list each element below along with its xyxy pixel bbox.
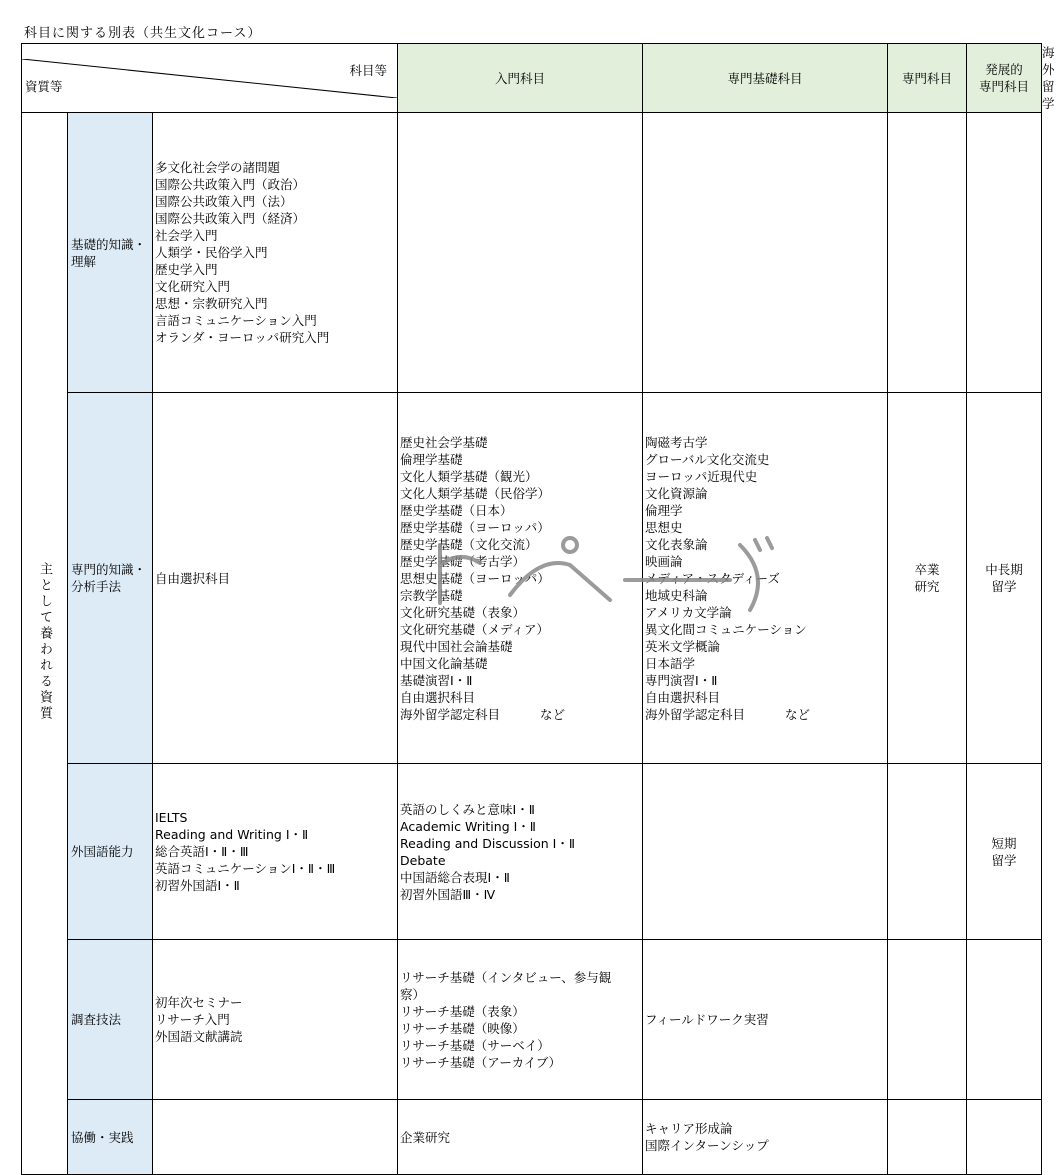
specialized-cell-item: 自由選択科目 — [645, 689, 721, 705]
table-row — [22, 393, 1042, 764]
basic-cell-item: Debate — [400, 852, 446, 868]
specialized-cell-item: 映画論 — [645, 553, 683, 569]
advanced-cell — [888, 940, 967, 1100]
basic-cell-item: 自由選択科目 — [400, 689, 476, 705]
intro-cell-item: 言語コミュニケーション入門 — [155, 313, 317, 328]
intro-cell-item: 自由選択科目 — [155, 570, 231, 586]
intro-cell-item: IELTS — [155, 810, 188, 825]
intro-cell — [153, 1100, 398, 1175]
specialized-cell-suffix: など — [785, 706, 811, 722]
basic-cell-item: 現代中国社会論基礎 — [400, 638, 513, 654]
basic-cell-item: 歴史学基礎（考古学） — [400, 553, 526, 569]
specialized-cell-item: フィールドワーク実習 — [645, 1012, 769, 1027]
basic-cell-item — [400, 706, 640, 723]
basic-cell-item: 企業研究 — [400, 1129, 451, 1145]
specialized-cell-item: グローバル文化交流史 — [645, 451, 770, 467]
specialized-cell — [643, 1100, 888, 1175]
basic-cell-item: 中国語総合表現Ⅰ・Ⅱ — [400, 869, 510, 885]
basic-cell-item: リサーチ基礎（インタビュー、参与観 — [400, 969, 612, 985]
specialized-cell-item: 日本語学 — [645, 655, 696, 671]
basic-cell-item-text: 海外留学認定科目 — [400, 706, 501, 722]
basic-cell-item: 倫理学基礎 — [400, 451, 463, 467]
specialized-cell-item: 英米文学概論 — [645, 638, 721, 654]
page-title: 科目に関する別表（共生文化コース） — [24, 26, 262, 41]
basic-cell-item: 基礎演習Ⅰ・Ⅱ — [400, 672, 473, 688]
specialized-cell-item — [645, 706, 885, 723]
specialized-cell-item: 陶磁考古学 — [645, 434, 708, 450]
specialized-cell-item: 国際インターンシップ — [645, 1138, 769, 1153]
intro-cell-item: 英語コミュニケーションⅠ・Ⅱ・Ⅲ — [155, 861, 336, 876]
table-row — [22, 113, 1042, 393]
basic-cell-item: 歴史学基礎（文化交流） — [400, 536, 538, 552]
specialized-cell-item: メディア・スタディーズ — [645, 570, 780, 586]
advanced-cell-line: 研究 — [914, 579, 940, 594]
intro-cell-item: リサーチ入門 — [155, 1012, 230, 1027]
basic-cell-suffix: など — [540, 706, 566, 722]
specialized-cell — [643, 393, 888, 764]
advanced-cell — [888, 113, 967, 393]
abroad-cell-line: 短期 — [991, 835, 1017, 851]
specialized-cell — [643, 113, 888, 393]
advanced-cell-line: 卒業 — [914, 562, 940, 577]
intro-cell — [153, 764, 398, 940]
advanced-cell — [888, 393, 967, 764]
specialized-cell — [643, 940, 888, 1100]
intro-cell — [153, 113, 398, 393]
table-row — [22, 1100, 1042, 1175]
table-row — [22, 940, 1042, 1100]
intro-cell-item: 初年次セミナー — [155, 995, 243, 1010]
basic-cell-item: Reading and Discussion Ⅰ・Ⅱ — [400, 835, 576, 851]
advanced-cell — [888, 764, 967, 940]
intro-cell-item: 国際公共政策入門（法） — [155, 194, 293, 209]
intro-cell-item: 初習外国語Ⅰ・Ⅱ — [155, 878, 240, 893]
table-row — [22, 764, 1042, 940]
specialized-cell-item: 思想史 — [645, 519, 683, 535]
intro-cell-item: Reading and Writing Ⅰ・Ⅱ — [155, 827, 309, 842]
abroad-cell-line: 留学 — [991, 852, 1017, 868]
basic-cell-item: リサーチ基礎（サーベイ） — [400, 1037, 550, 1053]
corner-bottom-label: 資質等 — [25, 78, 63, 94]
basic-cell-item: 中国文化論基礎 — [400, 655, 488, 671]
intro-cell-item: オランダ・ヨーロッパ研究入門 — [155, 330, 330, 345]
subject-table — [21, 43, 1055, 1175]
specialized-cell — [643, 764, 888, 940]
intro-cell-item: 思想・宗教研究入門 — [155, 296, 268, 311]
specialized-cell-item: ヨーロッパ近現代史 — [645, 468, 758, 484]
category-cell: 外国語能力 — [68, 764, 153, 940]
side-label: 主として養われる資質 — [37, 561, 52, 722]
corner-top-label: 科目等 — [349, 62, 388, 78]
basic-cell-item: 歴史学基礎（日本） — [400, 502, 513, 518]
intro-cell-item: 文化研究入門 — [155, 279, 231, 294]
basic-cell-item: 歴史学基礎（ヨーロッパ） — [400, 519, 550, 535]
corner-header — [22, 44, 398, 113]
header-row: 科目等 資質等 入門科目 専門基礎科目 専門科目 発展的 専門科目 海外留学 — [22, 44, 1042, 113]
specialized-cell-item-text: 海外留学認定科目 — [645, 706, 746, 722]
intro-cell-item: 国際公共政策入門（経済） — [155, 211, 306, 226]
specialized-cell-item: 地域史科論 — [645, 587, 708, 603]
basic-cell-item: 文化人類学基礎（民俗学） — [400, 485, 551, 501]
specialized-cell-item: アメリカ文学論 — [645, 604, 732, 620]
basic-cell-item: 歴史社会学基礎 — [400, 434, 488, 450]
header-specialized: 専門科目 — [888, 44, 967, 113]
diagonal-line — [22, 59, 397, 98]
intro-cell-item: 社会学入門 — [155, 228, 218, 243]
intro-cell-item: 歴史学入門 — [155, 262, 218, 277]
category-cell: 調査技法 — [68, 940, 153, 1100]
basic-cell-item: 文化研究基礎（表象） — [400, 604, 526, 620]
basic-cell — [398, 113, 643, 393]
specialized-cell-item: 専門演習Ⅰ・Ⅱ — [645, 672, 718, 688]
category-cell: 基礎的知識・理解 — [68, 113, 153, 393]
abroad-cell-line: 中長期 — [985, 562, 1023, 577]
specialized-cell-item: 倫理学 — [645, 502, 683, 518]
intro-cell — [153, 393, 398, 764]
intro-cell-item: 多文化社会学の諸問題 — [155, 160, 281, 175]
abroad-cell-line: 留学 — [991, 579, 1017, 594]
advanced-cell — [888, 1100, 967, 1175]
intro-cell-item: 総合英語Ⅰ・Ⅱ・Ⅲ — [155, 844, 249, 859]
basic-cell-item: リサーチ基礎（アーカイブ） — [400, 1054, 562, 1070]
basic-cell — [398, 764, 643, 940]
category-cell: 専門的知識・分析手法 — [68, 393, 153, 764]
header-intro: 入門科目 — [398, 44, 643, 113]
specialized-cell-item: 異文化間コミュニケーション — [645, 621, 807, 637]
specialized-cell-item: 文化表象論 — [645, 536, 708, 552]
basic-cell — [398, 940, 643, 1100]
basic-cell-item: 文化人類学基礎（観光） — [400, 468, 538, 484]
basic-cell-item: 英語のしくみと意味Ⅰ・Ⅱ — [400, 801, 535, 817]
intro-cell-item: 人類学・民俗学入門 — [155, 245, 268, 260]
header-advanced-line2: 専門科目 — [979, 79, 1030, 94]
intro-cell — [153, 940, 398, 1100]
abroad-cell — [967, 940, 1042, 1100]
basic-cell-item: リサーチ基礎（映像） — [400, 1020, 525, 1036]
category-cell: 協働・実践 — [68, 1100, 153, 1175]
basic-cell-item: Academic Writing Ⅰ・Ⅱ — [400, 818, 536, 834]
basic-cell-item: 思想史基礎（ヨーロッパ） — [400, 570, 550, 586]
abroad-cell — [967, 393, 1042, 764]
basic-cell — [398, 1100, 643, 1175]
intro-cell-item: 外国語文献講読 — [155, 1029, 243, 1044]
header-basic: 専門基礎科目 — [643, 44, 888, 113]
specialized-cell-item: キャリア形成論 — [645, 1121, 733, 1136]
basic-cell-item: リサーチ基礎（表象） — [400, 1003, 525, 1019]
abroad-cell — [967, 113, 1042, 393]
basic-cell-item: 察） — [400, 986, 426, 1002]
basic-cell — [398, 393, 643, 764]
side-label-cell — [22, 113, 68, 1175]
header-advanced-line1: 発展的 — [985, 62, 1023, 77]
header-advanced — [967, 44, 1042, 113]
abroad-cell — [967, 764, 1042, 940]
basic-cell-item: 初習外国語Ⅲ・Ⅳ — [400, 886, 496, 902]
basic-cell-item: 宗教学基礎 — [400, 587, 463, 603]
abroad-cell — [967, 1100, 1042, 1175]
basic-cell-item: 文化研究基礎（メディア） — [400, 621, 550, 637]
intro-cell-item: 国際公共政策入門（政治） — [155, 177, 306, 192]
specialized-cell-item: 文化資源論 — [645, 485, 708, 501]
